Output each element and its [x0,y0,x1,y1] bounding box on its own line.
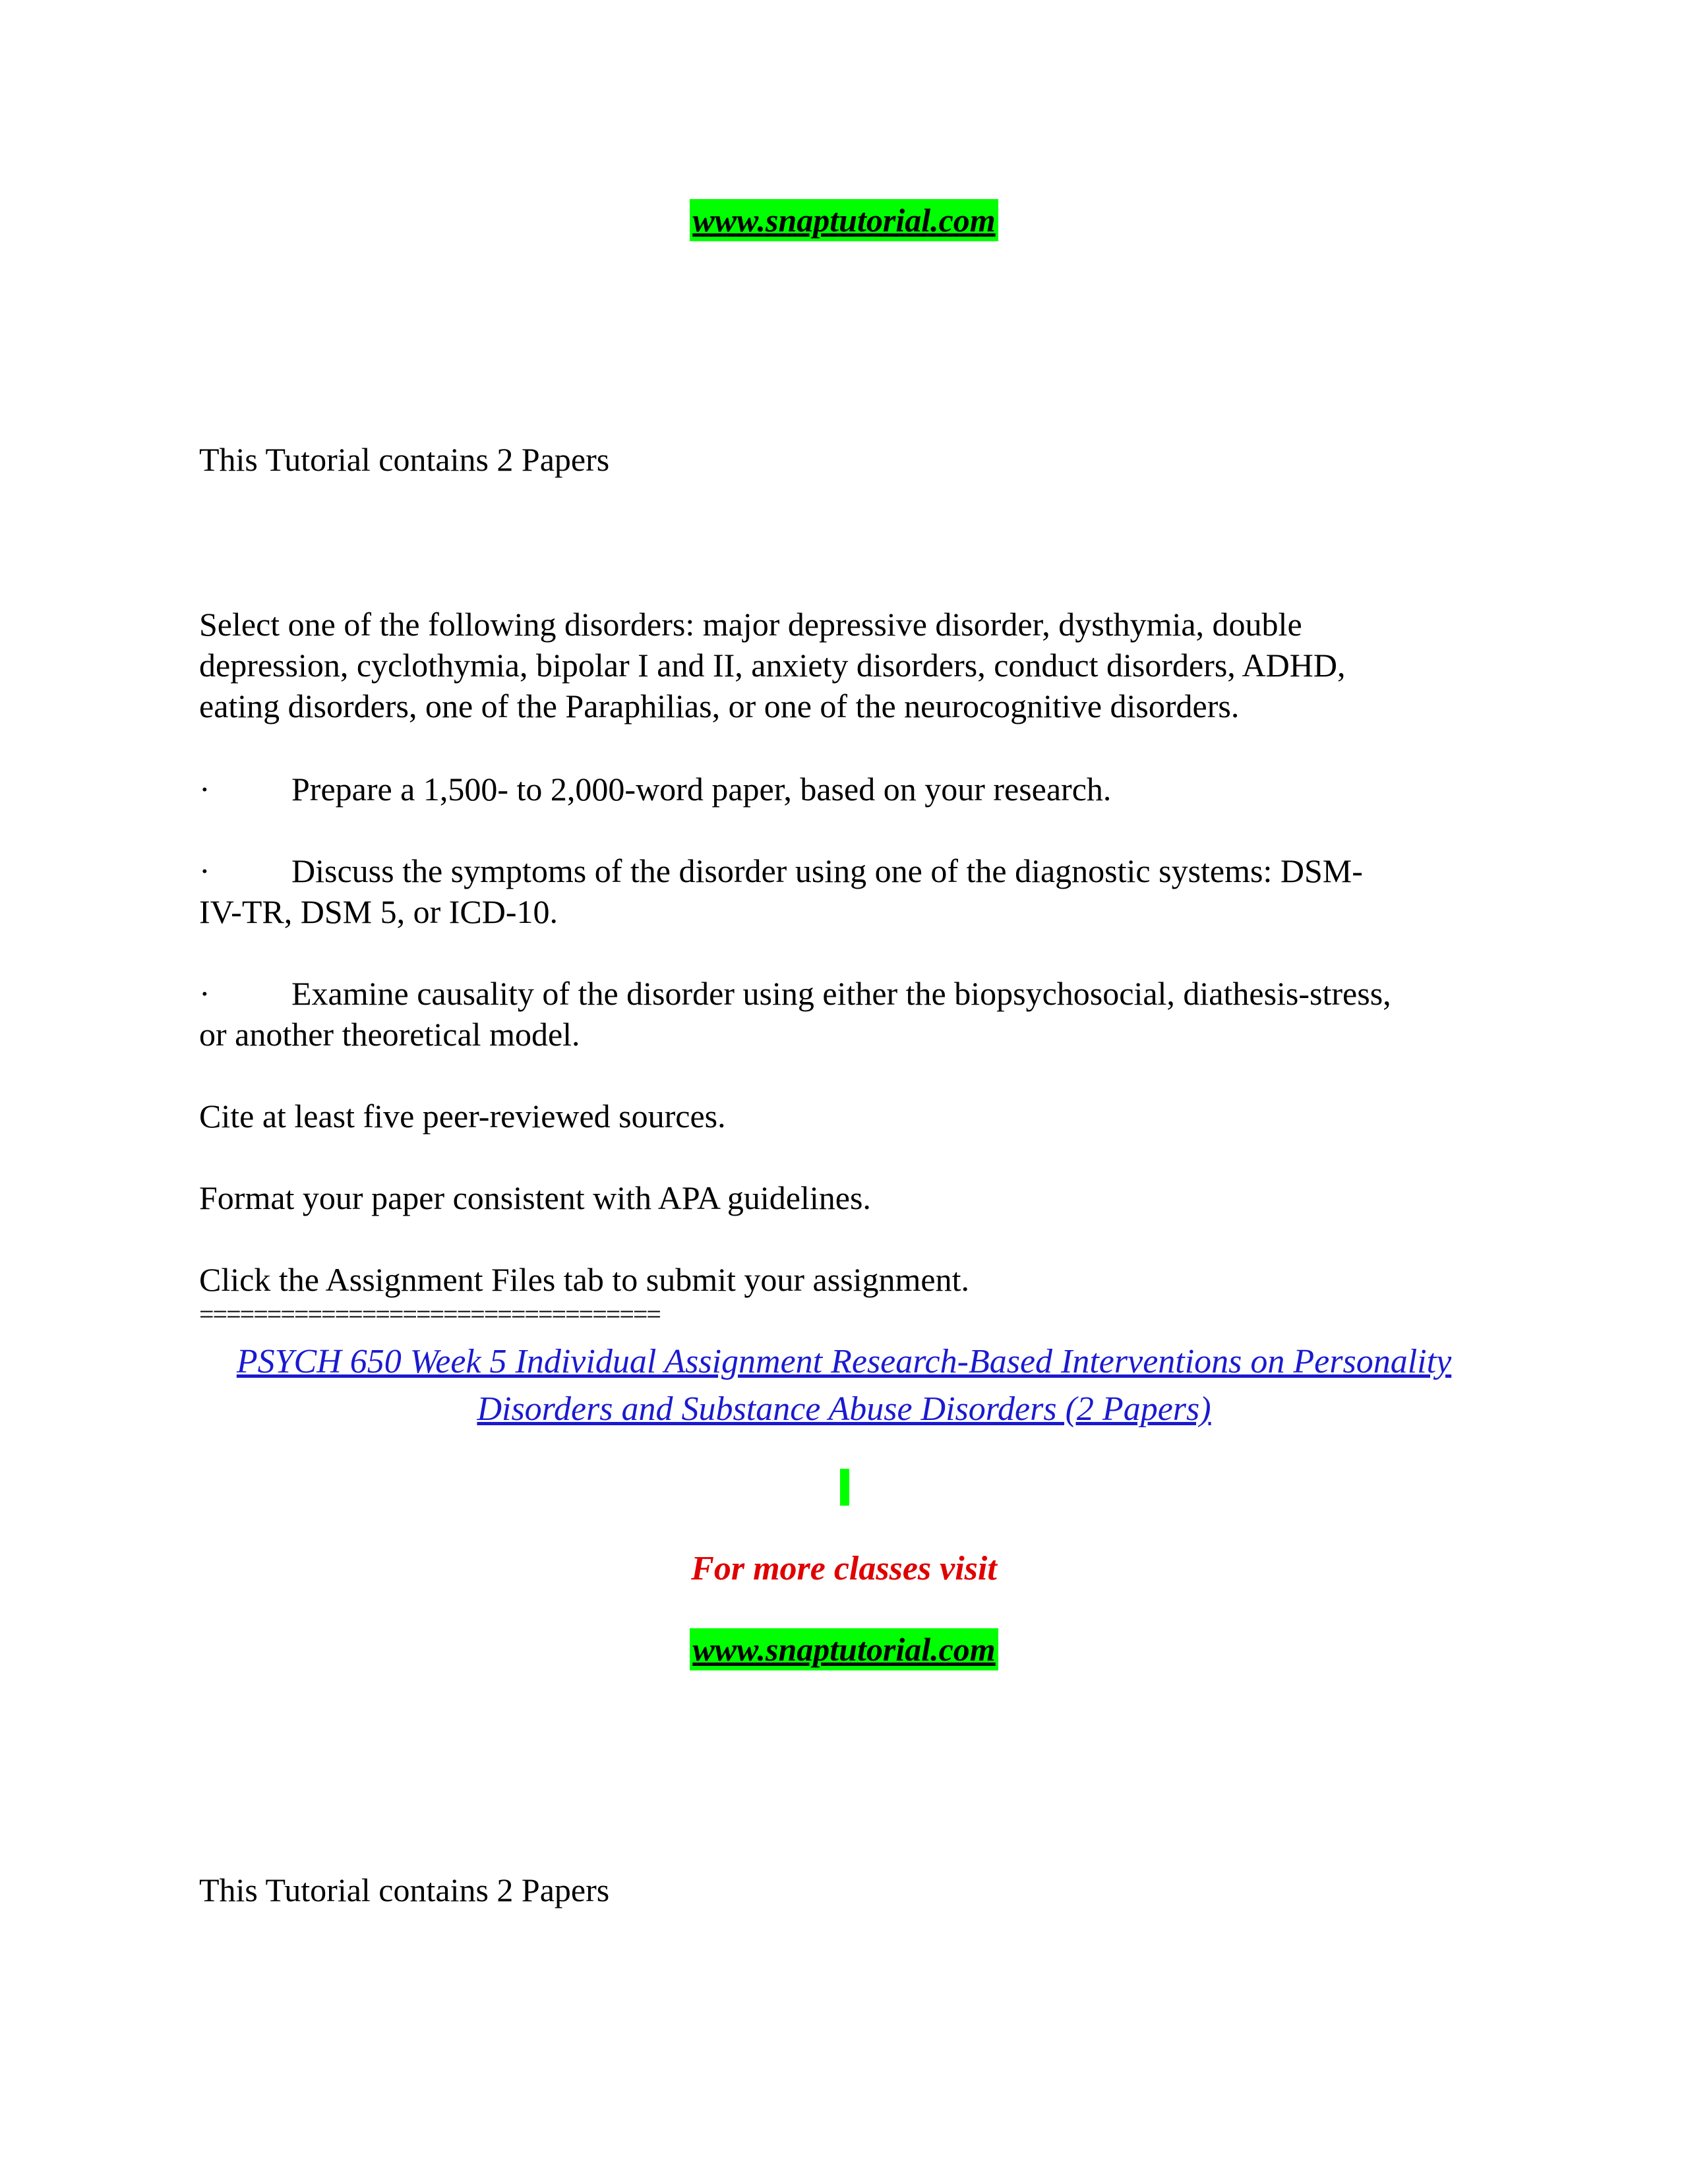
more-classes-text: For more classes visit [691,1550,997,1587]
intro-text: This Tutorial contains 2 Papers [199,441,610,478]
footer-link-row [0,1628,1688,1670]
click-text: Click the Assignment Files tab to submit your assignment. [199,1261,970,1298]
bullet-item-2-continuation: IV-TR, DSM 5, or ICD-10. [199,893,558,930]
header-site-link[interactable]: www.snaptutorial.com [690,199,998,241]
header-link-row [0,199,1688,241]
bullet-item-1 [199,769,1492,810]
assignment-link-line-2[interactable]: Disorders and Substance Abuse Disorders (2 Papers) [477,1390,1211,1428]
select-line-3: eating disorders, one of the Paraphilias, or one of the neurocognitive disorders. [199,688,1240,724]
bullet-marker: · [199,771,210,808]
bullet-text: Discuss the symptoms of the disorder using one of the diagnostic systems: DSM- [291,852,1363,889]
assignment-link-line-1[interactable]: PSYCH 650 Week 5 Individual Assignment Research-Based Interventions on Personality [236,1343,1452,1380]
select-line-2: depression, cyclothymia, bipolar I and II, anxiety disorders, conduct disorders, ADHD, [199,647,1346,684]
select-line-1: Select one of the following disorders: major depressive disorder, dysthymia, double [199,606,1302,643]
footer-site-link[interactable]: www.snaptutorial.com [690,1628,998,1670]
format-text: Format your paper consistent with APA guidelines. [199,1179,871,1216]
bullet-item-3-continuation: or another theoretical model. [199,1016,580,1053]
intro-text-2: This Tutorial contains 2 Papers [199,1872,610,1908]
green-marker [840,1469,849,1506]
bullet-text: Examine causality of the disorder using either the biopsychosocial, diathesis-stress, [291,975,1391,1012]
bullet-marker: · [199,975,210,1012]
bullet-item-2 [199,850,1492,891]
bullet-item-3 [199,973,1492,1014]
cite-text: Cite at least five peer-reviewed sources. [199,1098,726,1135]
bullet-marker: · [199,852,210,889]
bullet-text: Prepare a 1,500- to 2,000-word paper, based on your research. [291,771,1112,808]
divider-line: ================================== [199,1299,660,1329]
